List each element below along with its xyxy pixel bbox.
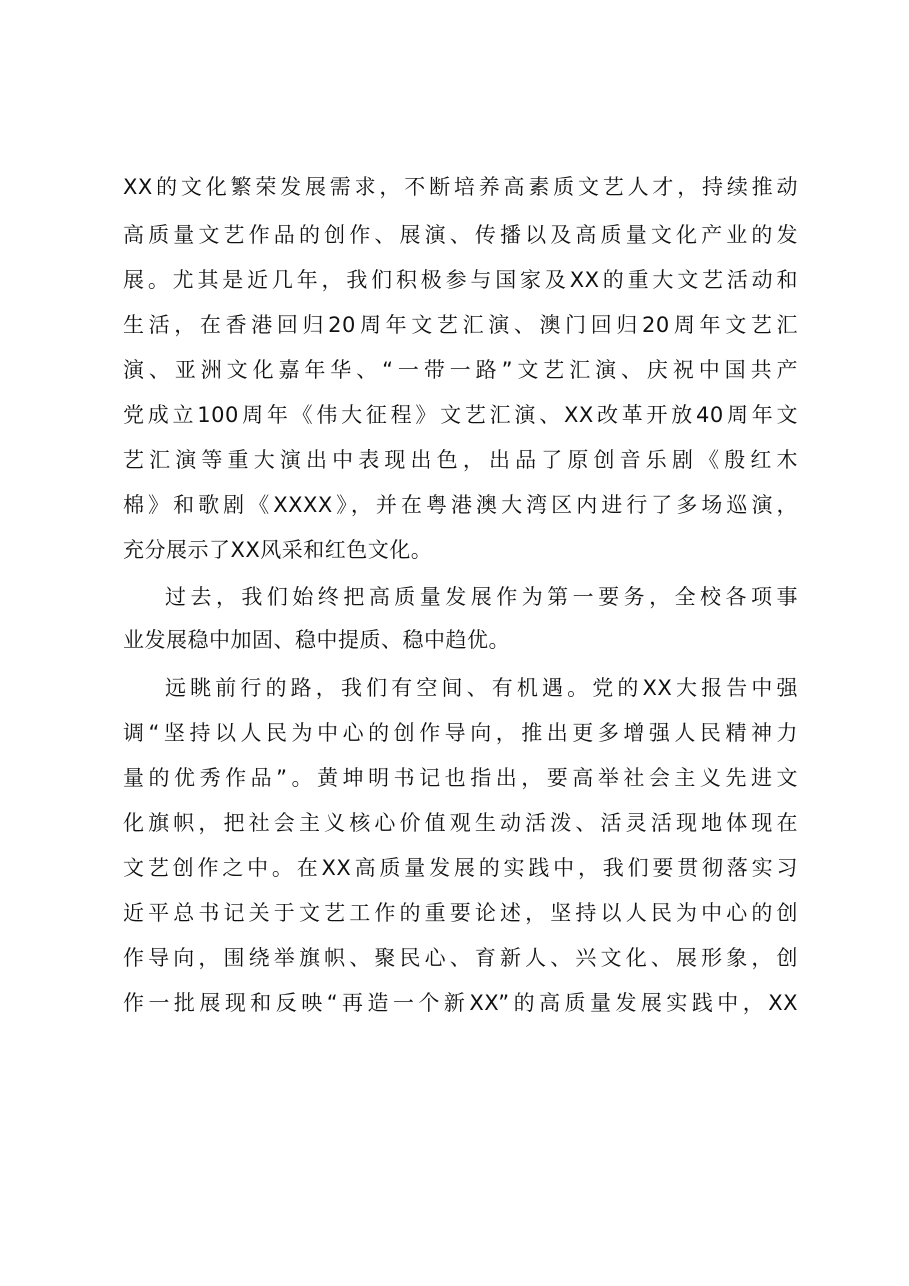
- paragraph-line: 演、亚洲文化嘉年华、“一带一路”文艺汇演、庆祝中国共产: [123, 358, 798, 382]
- paragraph-line: 展。尤其是近几年，我们积极参与国家及XX的重大文艺活动和: [123, 268, 798, 292]
- paragraph-line: 艺汇演等重大演出中表现出色，出品了原创音乐剧《殷红木: [123, 448, 798, 472]
- paragraph-line: 远眺前行的路，我们有空间、有机遇。党的XX大报告中强: [165, 676, 798, 700]
- paragraph-line: 党成立100周年《伟大征程》文艺汇演、XX改革开放40周年文: [123, 403, 798, 427]
- paragraph-line: 作一批展现和反映“再造一个新XX”的高质量发展实践中，XX: [123, 991, 798, 1015]
- paragraph-line: XX的文化繁荣发展需求，不断培养高素质文艺人才，持续推动: [123, 175, 798, 199]
- paragraph-line: 文艺创作之中。在XX高质量发展的实践中，我们要贯彻落实习: [123, 856, 798, 880]
- paragraph-line: 近平总书记关于文艺工作的重要论述，坚持以人民为中心的创: [123, 901, 798, 925]
- paragraph-line: 高质量文艺作品的创作、展演、传播以及高质量文化产业的发: [123, 223, 798, 247]
- paragraph-line: 量的优秀作品”。黄坤明书记也指出，要高举社会主义先进文: [123, 766, 798, 790]
- paragraph-line: 生活，在香港回归20周年文艺汇演、澳门回归20周年文艺汇: [123, 313, 798, 337]
- paragraph-line: 调“坚持以人民为中心的创作导向，推出更多增强人民精神力: [123, 721, 798, 745]
- paragraph-line: 棉》和歌剧《XXXX》，并在粤港澳大湾区内进行了多场巡演，: [123, 493, 798, 517]
- paragraph-line: 业发展稳中加固、稳中提质、稳中趋优。: [123, 628, 510, 652]
- paragraph-line: 过去，我们始终把高质量发展作为第一要务，全校各项事: [165, 585, 798, 609]
- paragraph-line: 化旗帜，把社会主义核心价值观生动活泼、活灵活现地体现在: [123, 811, 798, 835]
- paragraph-line: 作导向，围绕举旗帜、聚民心、育新人、兴文化、展形象，创: [123, 946, 798, 970]
- paragraph-line: 充分展示了XX风采和红色文化。: [123, 538, 433, 562]
